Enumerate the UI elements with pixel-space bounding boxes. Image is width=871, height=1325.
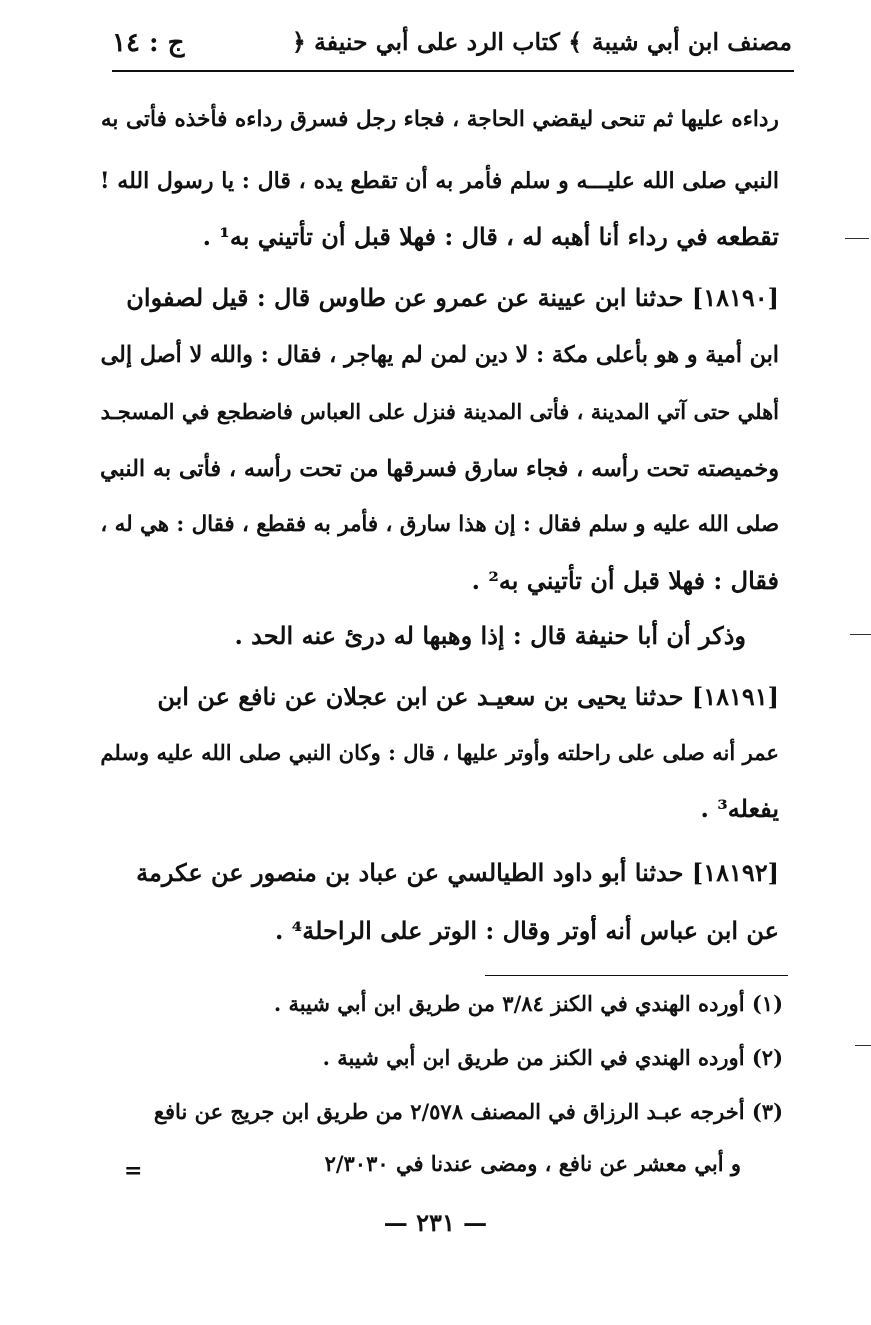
footnote-rule bbox=[485, 975, 788, 976]
body-line: وخميصته تحت رأسه ، فجاء سارق فسرقها من تحت رأسه ، فأتى به النبي bbox=[100, 456, 779, 482]
footnote: (٣) أخرجه عبـد الرزاق في المصنف ٢/٥٧٨ من طريق ابن جريج عن نافع bbox=[153, 1099, 783, 1124]
footnote: (٢) أورده الهندي في الكنز من طريق ابن أبي شيبة . bbox=[322, 1045, 783, 1070]
hadith-line: [١٨١٩١] حدثنا يحيى بن سعيـد عن ابن عجلان عن نافع عن ابن bbox=[157, 682, 779, 711]
body-line: صلى الله عليه و سلم فقال : إن هذا سارق ، فأمر به فقطع ، فقال : هي له ، bbox=[100, 512, 779, 537]
body-line: فقال : فهلا قبل أن تأتيني به² . bbox=[471, 566, 779, 595]
header-chapter-title: ﴿ كتاب الرد على أبي حنيفة ﴾ bbox=[292, 28, 583, 56]
hadith-line: [١٨١٩٢] حدثنا أبو داود الطيالسي عن عباد بن منصور عن عكرمة bbox=[136, 858, 779, 887]
footnote: (١) أورده الهندي في الكنز ٣/٨٤ من طريق ابن أبي شيبة . bbox=[273, 991, 783, 1016]
body-line: أهلي حتى آتي المدينة ، فأتى المدينة فنزل على العباس فاضطجع في المسجـد bbox=[100, 399, 779, 424]
body-line: يفعله³ . bbox=[700, 794, 779, 823]
body-line: رداءه عليها ثم تنحى ليقضي الحاجة ، فجاء رجل فسرق رداءه فأخذه فأتى به bbox=[100, 107, 779, 132]
header-rule bbox=[112, 70, 794, 72]
continuation-mark: = bbox=[124, 1158, 143, 1184]
body-line: تقطعه في رداء أنا أهبه له ، قال : فهلا قبل أن تأتيني به¹ . bbox=[202, 222, 779, 251]
page-number: — ٢٣١ — bbox=[383, 1208, 488, 1237]
margin-mark bbox=[845, 238, 869, 239]
body-line: عمر أنه صلى على راحلته وأوتر عليها ، قال : وكان النبي صلى الله عليه وسلم bbox=[100, 740, 779, 765]
footnote: و أبي معشر عن نافع ، ومضى عندنا في ٢/٣٠٣٠ bbox=[324, 1151, 741, 1176]
running-header bbox=[112, 22, 792, 70]
header-volume: ج : ١٤ bbox=[112, 28, 185, 58]
margin-mark bbox=[850, 634, 871, 635]
body-line: عن ابن عباس أنه أوتر وقال : الوتر على الراحلة⁴ . bbox=[275, 916, 779, 945]
header-book-title: مصنف ابن أبي شيبة bbox=[591, 28, 792, 56]
body-line: النبي صلى الله عليـــه و سلم فأمر به أن تقطع يده ، قال : يا رسول الله ! bbox=[99, 168, 779, 194]
hadith-line: [١٨١٩٠] حدثنا ابن عيينة عن عمرو عن طاوس قال : قيل لصفوان bbox=[126, 283, 779, 312]
body-line: وذكر أن أبا حنيفة قال : إذا وهبها له درئ عنه الحد . bbox=[234, 621, 746, 650]
body-line: ابن أمية و هو بأعلى مكة : لا دين لمن لم يهاجر ، فقال : والله لا أصل إلى bbox=[100, 342, 779, 368]
margin-mark bbox=[855, 1045, 871, 1046]
